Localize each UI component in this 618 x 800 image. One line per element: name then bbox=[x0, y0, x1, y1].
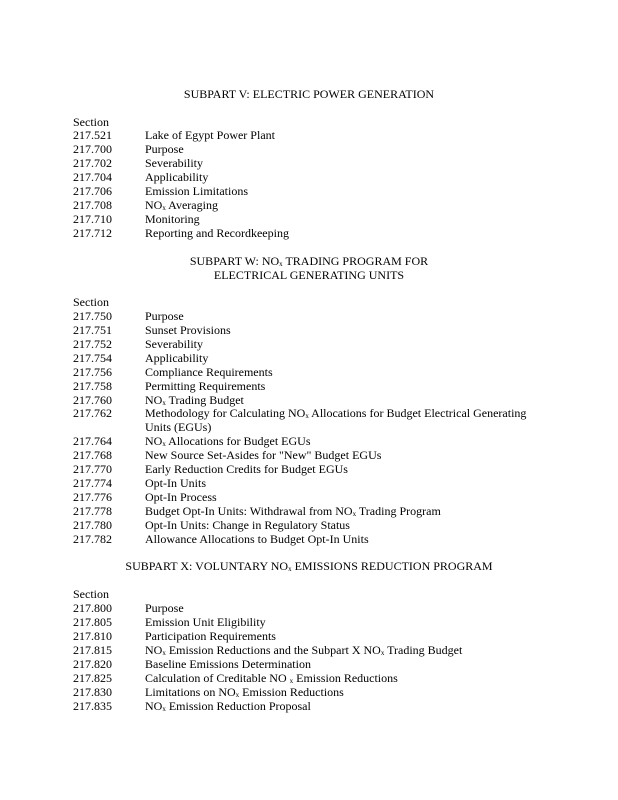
section-title: Budget Opt-In Units: Withdrawal from $NO_x$ Trading Program bbox=[145, 504, 441, 518]
section-title: Baseline Emissions Determination bbox=[145, 657, 311, 671]
section-number: 217.751 bbox=[73, 323, 112, 337]
section-number: 217.810 bbox=[73, 629, 112, 643]
section-number: 217.830 bbox=[73, 685, 112, 699]
section-title: Opt-In Units: Change in Regulatory Status bbox=[145, 518, 350, 532]
toc-row bbox=[73, 406, 553, 434]
section-title: Participation Requirements bbox=[145, 629, 276, 643]
section-title: Emission Limitations bbox=[145, 184, 249, 198]
section-number: 217.700 bbox=[73, 142, 112, 156]
section-title: Monitoring bbox=[145, 212, 200, 226]
section-number: 217.768 bbox=[73, 448, 112, 462]
section-number: 217.708 bbox=[73, 198, 112, 212]
section-title: $NO_x$ Trading Budget bbox=[145, 393, 244, 407]
section-number: 217.702 bbox=[73, 156, 112, 170]
section-title: Sunset Provisions bbox=[145, 323, 231, 337]
section-number: 217.704 bbox=[73, 170, 112, 184]
subpart-x-section-label: Section bbox=[73, 587, 109, 601]
section-title: Limitations on $NO_x$ Emission Reductions bbox=[145, 685, 344, 699]
section-title: Calculation of Creditable NO $_x$ Emission Reductions bbox=[145, 671, 398, 685]
section-number: 217.825 bbox=[73, 671, 112, 685]
section-title: Early Reduction Credits for Budget EGUs bbox=[145, 462, 348, 476]
section-number: 217.764 bbox=[73, 434, 112, 448]
section-title: Purpose bbox=[145, 309, 184, 323]
section-title: Purpose bbox=[145, 601, 184, 615]
section-title: Severability bbox=[145, 156, 203, 170]
section-number: 217.712 bbox=[73, 226, 112, 240]
section-number: 217.760 bbox=[73, 393, 112, 407]
section-title: Lake of Egypt Power Plant bbox=[145, 128, 275, 142]
section-title: Applicability bbox=[145, 170, 209, 184]
section-number: 217.770 bbox=[73, 462, 112, 476]
section-number: 217.782 bbox=[73, 532, 112, 546]
section-title: Opt-In Units bbox=[145, 476, 206, 490]
section-title: $NO_x$ Averaging bbox=[145, 198, 218, 212]
subpart-v-section-label: Section bbox=[73, 115, 109, 129]
section-number: 217.758 bbox=[73, 379, 112, 393]
subpart-v-heading: SUBPART V: ELECTRIC POWER GENERATION bbox=[183, 87, 435, 101]
section-number: 217.756 bbox=[73, 365, 112, 379]
section-title: $NO_x$ Emission Reductions and the Subpart X $NO_x$ Trading Budget bbox=[145, 643, 463, 657]
section-number: 217.706 bbox=[73, 184, 112, 198]
section-number: 217.776 bbox=[73, 490, 112, 504]
section-title: Applicability bbox=[145, 351, 209, 365]
section-number: 217.800 bbox=[73, 601, 112, 615]
subpart-x-heading: SUBPART X: VOLUNTARY $NO_x$ EMISSIONS REDUCTION PROGRAM bbox=[125, 559, 493, 573]
section-title: $NO_x$ Emission Reduction Proposal bbox=[145, 699, 311, 713]
section-number: 217.805 bbox=[73, 615, 112, 629]
section-number: 217.752 bbox=[73, 337, 112, 351]
section-number: 217.820 bbox=[73, 657, 112, 671]
section-title: Reporting and Recordkeeping bbox=[145, 226, 289, 240]
section-number: 217.780 bbox=[73, 518, 112, 532]
section-number: 217.774 bbox=[73, 476, 112, 490]
subpart-w-section-label: Section bbox=[73, 295, 109, 309]
section-title: New Source Set-Asides for "New" Budget EGUs bbox=[145, 448, 382, 462]
subpart-w-heading: SUBPART W: $NO_x$ TRADING PROGRAM FOR bbox=[189, 254, 429, 268]
section-title: Severability bbox=[145, 337, 203, 351]
subpart-w-heading-line2: ELECTRICAL GENERATING UNITS bbox=[213, 268, 405, 282]
section-number: 217.778 bbox=[73, 504, 112, 518]
section-number: 217.710 bbox=[73, 212, 112, 226]
section-title: Methodology for Calculating $NO_x$ Allocations for Budget Electrical Generating Units (EGUs) bbox=[145, 406, 527, 434]
section-title: Emission Unit Eligibility bbox=[145, 615, 266, 629]
section-title: $NO_x$ Allocations for Budget EGUs bbox=[145, 434, 311, 448]
section-title: Opt-In Process bbox=[145, 490, 217, 504]
section-number: 217.835 bbox=[73, 699, 112, 713]
section-title: Purpose bbox=[145, 142, 184, 156]
section-number: 217.521 bbox=[73, 128, 112, 142]
section-title: Compliance Requirements bbox=[145, 365, 273, 379]
section-number: 217.815 bbox=[73, 643, 112, 657]
section-number: 217.750 bbox=[73, 309, 112, 323]
section-number: 217.762 bbox=[73, 406, 112, 420]
section-number: 217.754 bbox=[73, 351, 112, 365]
section-title: Allowance Allocations to Budget Opt-In Units bbox=[145, 532, 369, 546]
section-title: Permitting Requirements bbox=[145, 379, 266, 393]
